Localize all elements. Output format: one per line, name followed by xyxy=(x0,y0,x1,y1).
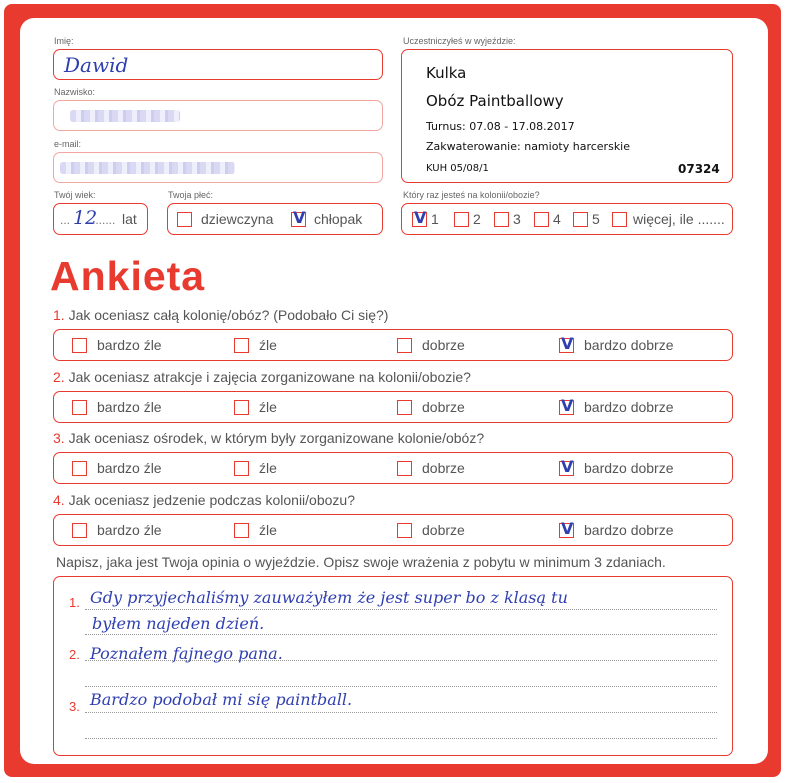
gender-field xyxy=(167,203,383,235)
q4-bad-label: źle xyxy=(259,522,277,538)
age-dots-left: ... xyxy=(60,213,71,227)
q1-check-mark: V xyxy=(561,334,574,353)
opinion-line-4: Bardzo podobał mi się paintball. xyxy=(90,690,353,709)
q3-checkbox-good[interactable] xyxy=(397,461,412,476)
q1-good-label: dobrze xyxy=(422,337,465,353)
question-3-text: Jak oceniasz ośrodek, w którym były zorganizowane kolonie/obóz? xyxy=(68,430,485,446)
writing-line xyxy=(85,634,717,635)
question-1-options xyxy=(53,329,733,361)
trip-label: Uczestniczyłeś w wyjeździe: xyxy=(403,36,516,46)
times-field xyxy=(401,203,733,235)
question-3 xyxy=(53,430,484,446)
gender-boy-label: chłopak xyxy=(314,211,363,227)
checkbox-times-5[interactable] xyxy=(573,212,588,227)
accommodation-label: Zakwaterowanie: xyxy=(426,140,521,153)
question-2-number: 2. xyxy=(53,369,65,385)
q3-checkbox-bad[interactable] xyxy=(234,461,249,476)
trip-code: KUH 05/08/1 xyxy=(426,163,489,174)
q2-check-mark: V xyxy=(561,396,574,415)
email-label: e-mail: xyxy=(54,139,82,149)
accommodation-value: namioty harcerskie xyxy=(524,140,631,153)
writing-line xyxy=(85,738,717,739)
check-mark-boy: V xyxy=(293,208,306,227)
question-2-options xyxy=(53,391,733,423)
opinion-line-3: Poznałem fajnego pana. xyxy=(90,644,283,663)
opinion-prompt: Napisz, jaka jest Twoja opinia o wyjeździe. Opisz swoje wrażenia z pobytu w minimum 3 zdaniach. xyxy=(56,554,666,570)
q3-checkbox-very-bad[interactable] xyxy=(72,461,87,476)
q4-very-good-label: bardzo dobrze xyxy=(584,522,674,538)
email-field[interactable] xyxy=(53,152,383,183)
age-unit: lat xyxy=(122,211,137,227)
checkbox-times-3[interactable] xyxy=(494,212,509,227)
q1-checkbox-bad[interactable] xyxy=(234,338,249,353)
q2-bad-label: źle xyxy=(259,399,277,415)
q2-checkbox-very-bad[interactable] xyxy=(72,400,87,415)
q2-very-bad-label: bardzo źle xyxy=(97,399,162,415)
q1-bad-label: źle xyxy=(259,337,277,353)
question-2 xyxy=(53,369,471,385)
q3-very-bad-label: bardzo źle xyxy=(97,460,162,476)
q1-checkbox-good[interactable] xyxy=(397,338,412,353)
q4-check-mark: V xyxy=(561,519,574,538)
checkbox-times-more[interactable] xyxy=(612,212,627,227)
writing-line xyxy=(85,609,717,610)
question-3-options xyxy=(53,452,733,484)
name-value: Dawid xyxy=(64,53,129,77)
survey-title: Ankieta xyxy=(50,253,206,299)
q4-checkbox-very-bad[interactable] xyxy=(72,523,87,538)
q4-good-label: dobrze xyxy=(422,522,465,538)
opinion-number-2: 2. xyxy=(69,647,80,662)
gender-label: Twoja płeć: xyxy=(168,190,214,200)
question-1-text: Jak oceniasz całą kolonię/obóz? (Podobało Ci się?) xyxy=(68,307,389,323)
trip-info-box xyxy=(401,49,733,183)
question-2-text: Jak oceniasz atrakcje i zajęcia zorganizowane na kolonii/obozie? xyxy=(68,369,471,385)
checkbox-times-2[interactable] xyxy=(454,212,469,227)
trip-camp: Obóz Paintballowy xyxy=(426,92,564,110)
times-more-label: więcej, ile ....... xyxy=(633,211,725,227)
surname-label: Nazwisko: xyxy=(54,87,96,97)
question-1 xyxy=(53,307,388,323)
opinion-number-1: 1. xyxy=(69,595,80,610)
writing-line xyxy=(85,712,717,713)
times-2-label: 2 xyxy=(473,211,481,227)
age-label: Twój wiek: xyxy=(54,190,96,200)
trip-number: 07324 xyxy=(678,162,720,176)
q1-very-good-label: bardzo dobrze xyxy=(584,337,674,353)
opinion-line-2: byłem najeden dzień. xyxy=(92,614,265,633)
gender-girl-label: dziewczyna xyxy=(201,211,274,227)
age-dots-right: ....... xyxy=(92,213,116,227)
trip-name: Kulka xyxy=(426,64,467,82)
q3-check-mark: V xyxy=(561,457,574,476)
question-4-number: 4. xyxy=(53,492,65,508)
opinion-number-3: 3. xyxy=(69,699,80,714)
times-4-label: 4 xyxy=(553,211,561,227)
q3-good-label: dobrze xyxy=(422,460,465,476)
turnus-value: 07.08 - 17.08.2017 xyxy=(469,120,575,133)
times-1-label: 1 xyxy=(431,211,439,227)
q4-checkbox-bad[interactable] xyxy=(234,523,249,538)
q1-very-bad-label: bardzo źle xyxy=(97,337,162,353)
q4-very-bad-label: bardzo źle xyxy=(97,522,162,538)
writing-line xyxy=(85,686,717,687)
question-4-options xyxy=(53,514,733,546)
surname-field[interactable] xyxy=(53,100,383,131)
age-field[interactable] xyxy=(53,203,148,235)
q3-very-good-label: bardzo dobrze xyxy=(584,460,674,476)
q1-checkbox-very-bad[interactable] xyxy=(72,338,87,353)
times-label: Który raz jesteś na kolonii/obozie? xyxy=(403,190,540,200)
question-4 xyxy=(53,492,355,508)
opinion-line-1: Gdy przyjechaliśmy zauważyłem że jest super bo z klasą tu xyxy=(90,588,568,607)
q2-checkbox-good[interactable] xyxy=(397,400,412,415)
question-4-text: Jak oceniasz jedzenie podczas kolonii/obozu? xyxy=(68,492,355,508)
q2-good-label: dobrze xyxy=(422,399,465,415)
checkbox-girl[interactable] xyxy=(177,212,192,227)
question-1-number: 1. xyxy=(53,307,65,323)
checkbox-times-4[interactable] xyxy=(534,212,549,227)
q2-checkbox-bad[interactable] xyxy=(234,400,249,415)
check-mark-times-1: V xyxy=(414,208,427,227)
times-3-label: 3 xyxy=(513,211,521,227)
q3-bad-label: źle xyxy=(259,460,277,476)
age-value: 12 xyxy=(73,207,98,229)
turnus-label: Turnus: xyxy=(426,120,466,133)
q2-very-good-label: bardzo dobrze xyxy=(584,399,674,415)
name-label: Imię: xyxy=(54,36,74,46)
name-field[interactable] xyxy=(53,49,383,80)
redacted-surname xyxy=(70,110,180,122)
q4-checkbox-good[interactable] xyxy=(397,523,412,538)
redacted-email xyxy=(60,162,235,174)
times-5-label: 5 xyxy=(592,211,600,227)
question-3-number: 3. xyxy=(53,430,65,446)
